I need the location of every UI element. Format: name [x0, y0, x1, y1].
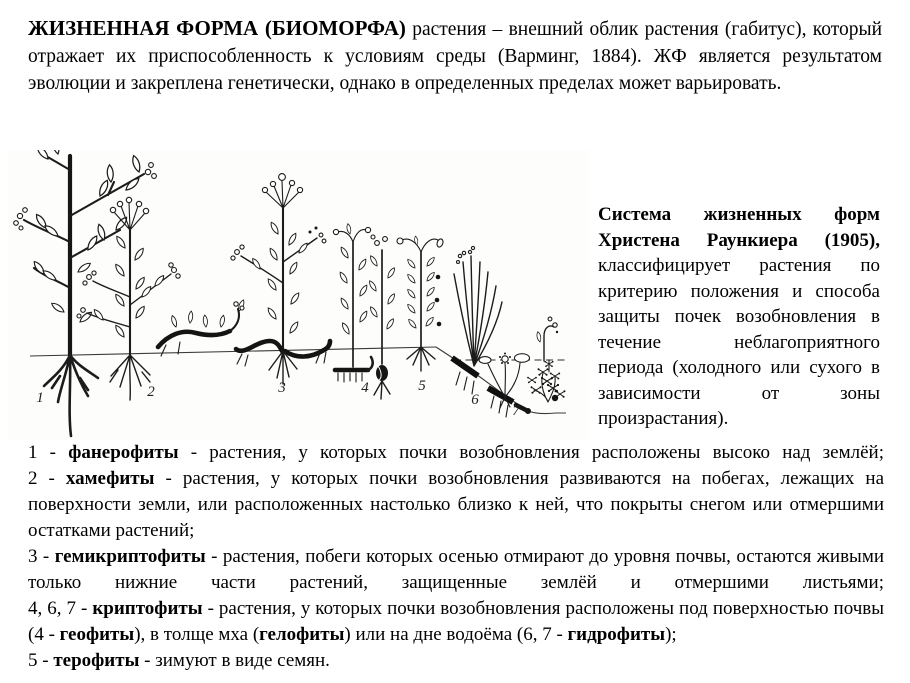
figure-number-3: 3 [278, 380, 286, 396]
text-segment: 1 - [28, 442, 69, 463]
life-forms-figure [8, 150, 588, 440]
submerged-plant [527, 360, 565, 402]
text-segment: - растения, побеги которых осенью отмирают до уровня почвы, остаются живыми только нижние части растений, защищенные землёй и отмершими листьями; [28, 546, 885, 593]
text-segment: - зимуют в виде семян. [139, 650, 330, 671]
text-segment: растения – внешний облик растения (габитус), который отражает их приспособленность к условиям среды (Варминг, 1884). ЖФ является результатом эволюции и закреплена генетически, однако в определенных пределах может варьировать. [28, 19, 883, 94]
figure-number-6: 6 [471, 392, 479, 408]
stolon-right [285, 341, 330, 357]
floating-leaf [479, 357, 491, 364]
creeping-shoot [158, 299, 245, 356]
text-segment: - растения, у которых почки возобновления расположены под поверхностью почвы (4 - [28, 598, 885, 645]
figure-number-2: 2 [147, 384, 155, 400]
text-segment: 3 - [28, 546, 55, 567]
legend-item [28, 440, 884, 466]
text-segment: терофиты [53, 650, 140, 671]
text-segment: - растения, у которых почки возобновления развиваются на побегах, лежащих на поверхности земли, или расположенных настолько близко к ней, что покрыты снегом или отмершими остатками растений; [28, 468, 884, 541]
text-segment: криптофиты [92, 598, 203, 619]
geophyte-plants [333, 223, 396, 399]
text-segment: ) или на дне водоёма (6, 7 - [344, 624, 568, 645]
text-segment: ЖИЗНЕННАЯ ФОРМА (БИОМОРФА) [28, 16, 406, 40]
text-segment: хамефиты [65, 468, 155, 489]
figure-number-1: 1 [36, 390, 44, 406]
text-segment: гидрофиты [567, 624, 666, 645]
text-segment: ), в толще мха ( [134, 624, 260, 645]
bulb [376, 365, 388, 381]
text-segment: фанерофиты [68, 442, 179, 463]
text-segment: геофиты [59, 624, 135, 645]
stolon-left [236, 341, 282, 351]
text-segment: гелофиты [259, 624, 345, 645]
legend-item [28, 544, 884, 596]
legend-item [28, 466, 884, 544]
floating-leaf [515, 354, 530, 363]
figure-number-4: 4 [361, 380, 369, 396]
text-segment: ); [665, 624, 677, 645]
helophyte-grass [454, 246, 502, 366]
text-segment: - растения, у которых почки возобновления расположены высоко над землёй; [178, 442, 884, 463]
text-segment: Система жизненных форм Христена Раункиера (1905), [598, 204, 880, 251]
seed-dot [435, 298, 440, 303]
figure-numbers [36, 378, 521, 419]
water-flower [502, 356, 508, 362]
text-segment: гемикриптофиты [54, 546, 206, 567]
seed-dot [436, 275, 441, 280]
text-segment: 4, 6, 7 - [28, 598, 93, 619]
text-segment: классифицирует растения по критерию положения и способа защиты почек возобновления в течение неблагоприятного периода (холодного или сухого в зависимости от зоны произрастания). [598, 255, 880, 429]
legend [28, 440, 884, 674]
seed-dot [437, 322, 442, 327]
figure-number-5: 5 [418, 378, 426, 394]
figure-number-7: 7 [512, 403, 520, 419]
life-forms-drawing [8, 150, 588, 440]
legend-item [28, 596, 884, 648]
phanerophyte-tree [14, 150, 157, 436]
intro-paragraph [28, 15, 882, 97]
hemicryptophyte-plant [231, 174, 330, 384]
side-note [598, 202, 880, 432]
therophyte-plant [397, 236, 444, 371]
text-segment: 5 - [28, 650, 54, 671]
legend-item [28, 648, 884, 674]
text-segment: 2 - [28, 468, 66, 489]
